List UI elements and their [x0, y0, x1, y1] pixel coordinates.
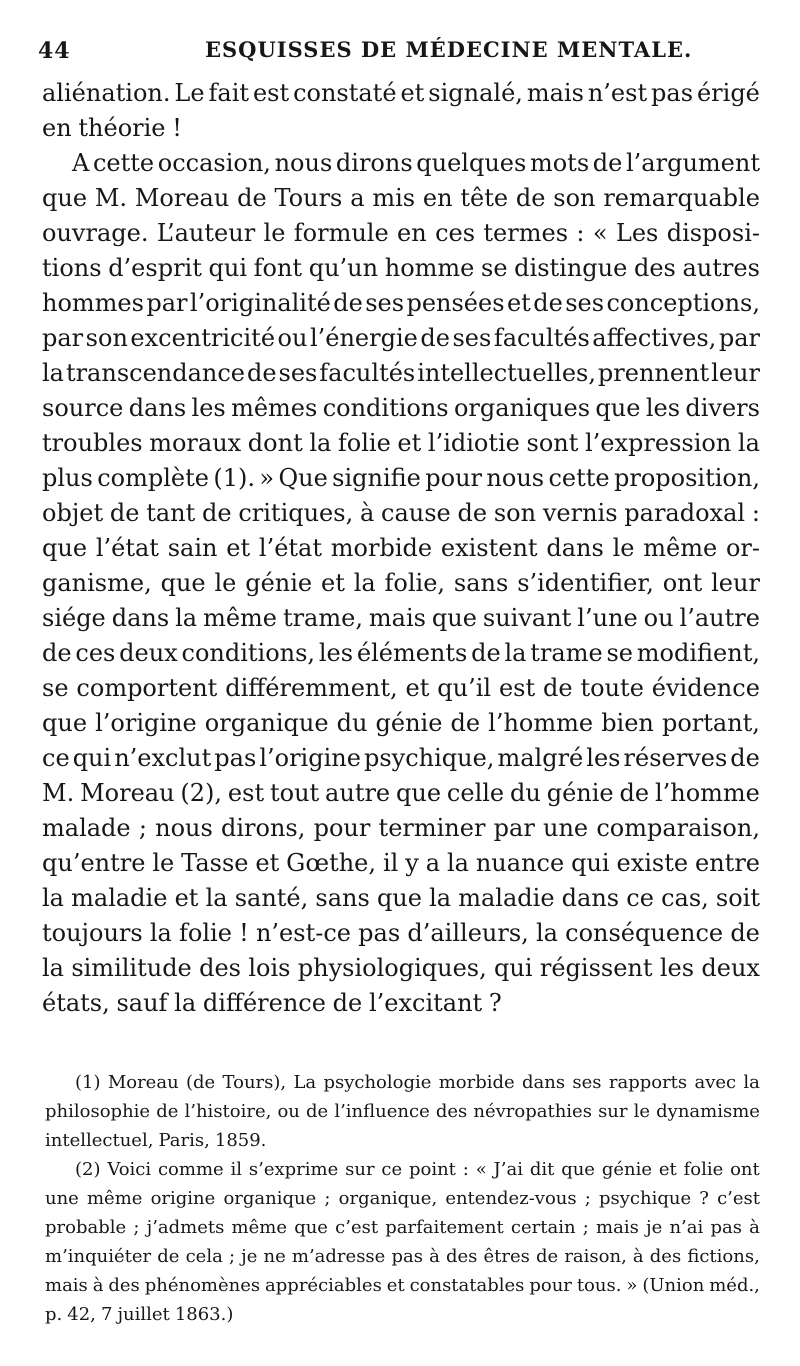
text-line: siége dans la même trame, mais que suivant l’une ou l’autre [42, 604, 760, 632]
text-line: M. Moreau (2), est tout autre que celle du génie de l’homme [42, 779, 760, 807]
text-line: la similitude des lois physiologiques, qui régissent les deux [42, 954, 760, 982]
footnote-line: intellectuel, Paris, 1859. [45, 1130, 267, 1151]
text-line: source dans les mêmes conditions organiques que les divers [42, 394, 760, 422]
text-line: malade ; nous dirons, pour terminer par une comparaison, [42, 814, 760, 842]
text-line: toujours la folie ! n’est-ce pas d’ailleurs, la conséquence de [42, 919, 760, 947]
footnotes [45, 1068, 760, 1329]
text-line: tions d’esprit qui font qu’un homme se distingue des autres [42, 254, 760, 282]
body-text [42, 76, 760, 1021]
footnote-line: mais à des phénomènes appréciables et constatables pour tous. » (Union méd., [45, 1275, 760, 1296]
text-line: états, sauf la différence de l’excitant ? [42, 989, 502, 1017]
text-line: la maladie et la santé, sans que la maladie dans ce cas, soit [42, 884, 760, 912]
text-line: se comportent différemment, et qu’il est de toute évidence [42, 674, 760, 702]
text-line: troubles moraux dont la folie et l’idiotie sont l’expression la [42, 429, 760, 457]
footnote-line: (2) Voici comme il s’exprime sur ce point : « J’ai dit que génie et folie ont [75, 1159, 760, 1180]
text-line: par son excentricité ou l’énergie de ses facultés affectives, par [42, 324, 760, 352]
footnote-line: probable ; j’admets même que c’est parfaitement certain ; mais je n’ai pas à [45, 1217, 760, 1238]
text-line: de ces deux conditions, les éléments de la trame se modifient, [42, 639, 760, 667]
running-head: ESQUISSES DE MÉDECINE MENTALE. [205, 37, 693, 62]
text-line: objet de tant de critiques, à cause de son vernis paradoxal : [42, 499, 760, 527]
text-line: ganisme, que le génie et la folie, sans s’identifier, ont leur [42, 569, 760, 597]
text-line: qu’entre le Tasse et Gœthe, il y a la nuance qui existe entre [42, 849, 760, 877]
text-line: que l’état sain et l’état morbide existent dans le même or- [42, 534, 760, 562]
text-line: A cette occasion, nous dirons quelques mots de l’argument [72, 149, 760, 177]
text-line: ouvrage. L’auteur le formule en ces termes : « Les disposi- [42, 219, 760, 247]
text-line: que M. Moreau de Tours a mis en tête de son remarquable [42, 184, 760, 212]
text-line: que l’origine organique du génie de l’homme bien portant, [42, 709, 760, 737]
text-line: ce qui n’exclut pas l’origine psychique, malgré les réserves de [42, 744, 760, 772]
text-line: en théorie ! [42, 114, 182, 142]
text-line: hommes par l’originalité de ses pensées et de ses conceptions, [42, 289, 760, 317]
footnote-line: une même origine organique ; organique, entendez-vous ; psychique ? c’est [45, 1188, 760, 1209]
text-line: la transcendance de ses facultés intellectuelles, prennent leur [42, 359, 760, 387]
footnote-line: philosophie de l’histoire, ou de l’influence des névropathies sur le dynamisme [45, 1101, 760, 1122]
page-number: 44 [38, 38, 71, 64]
text-line: aliénation. Le fait est constaté et signalé, mais n’est pas érigé [42, 79, 760, 107]
footnote-line: m’inquiéter de cela ; je ne m’adresse pas à des êtres de raison, à des fictions, [45, 1246, 760, 1267]
text-line: plus complète (1). » Que signifie pour nous cette proposition, [42, 464, 760, 492]
footnote-line: (1) Moreau (de Tours), La psychologie morbide dans ses rapports avec la [75, 1072, 760, 1093]
footnote-line: p. 42, 7 juillet 1863.) [45, 1304, 234, 1325]
